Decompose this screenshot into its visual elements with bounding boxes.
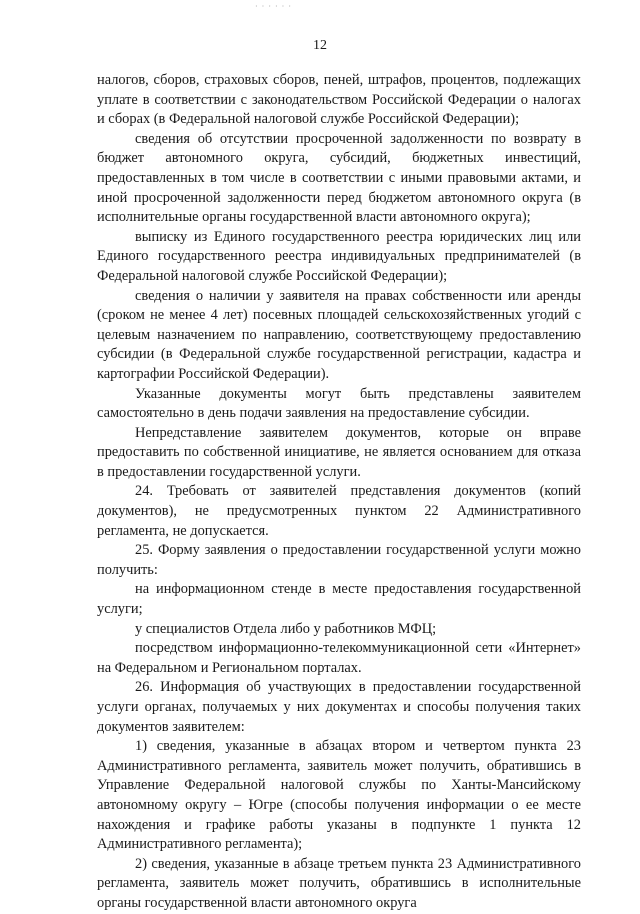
paragraph-taxes-continuation: налогов, сборов, страховых сборов, пеней, штрафов, процентов, подлежащих уплате в соответствии с законодательством Российской Федерации о налогах и сборах (в Федеральной налоговой службе Российской Федерации); xyxy=(97,72,581,128)
paragraph-egrul-extract: выписку из Единого государственного реестра юридических лиц или Единого государственного реестра индивидуальных предпринимателей (в Федеральной налоговой службе Российской Федерации); xyxy=(97,228,581,284)
paragraph-non-submission: Непредставление заявителем документов, которые он вправе предоставить по собственной инициативе, не является основанием для отказа в предоставлении государственной услуги. xyxy=(97,424,581,480)
paragraph-item-25: 25. Форму заявления о предоставлении государственной услуги можно получить: xyxy=(97,542,581,578)
paragraph-documents-submission: Указанные документы могут быть представлены заявителем самостоятельно в день подачи заявления на предоставление субсидии. xyxy=(97,385,581,422)
paragraph-info-stand: на информационном стенде в месте предоставления государственной услуги; xyxy=(97,581,581,618)
paragraph-subitem-1: 1) сведения, указанные в абзацах втором и четвертом пункта 23 Административного регламента, заявитель может получить, обратившись в Управление Федеральной налоговой службы по Ханты-Мансийскому автономному округу – Югре (способы получения информации о ее месте нахождения и графике работы указаны в подпункте 1 пункта 12 Административного регламента); xyxy=(97,738,581,853)
document-body xyxy=(97,71,581,914)
paragraph-internet-portals: посредством информационно-телекоммуникационной сети «Интернет» на Федеральном и Региональном порталах. xyxy=(97,640,581,676)
paragraph-no-debt-info: сведения об отсутствии просроченной задолженности по возврату в бюджет автономного округа, субсидий, бюджетных инвестиций, предоставленных в том числе в соответствии с иными правовыми актами, и иной просроченной задолженности перед бюджетом автономного округа (в исполнительные органы государственной власти автономного округа); xyxy=(97,130,581,226)
paragraph-land-ownership-info: сведения о наличии у заявителя на правах собственности или аренды (сроком не менее 4 лет) посевных площадей сельскохозяйственных угодий с целевым назначением по направлению, соответствующему предоставлению субсидии (в Федеральной службе государственной регистрации, кадастра и картографии Российской Федерации). xyxy=(97,287,581,382)
paragraph-specialists: у специалистов Отдела либо у работников МФЦ; xyxy=(135,620,437,637)
paragraph-item-24: 24. Требовать от заявителей представления документов (копий документов), не предусмотренных пунктом 22 Административного регламента, не допускается. xyxy=(97,483,581,539)
paragraph-subitem-2: 2) сведения, указанные в абзаце третьем пункта 23 Административного регламента, заявитель может получить, обратившись в исполнительные органы государственной власти автономного округа xyxy=(97,855,581,911)
paragraph-item-26: 26. Информация об участвующих в предоставлении государственной услуги органах, получаемых у них документах и способы получения таких документов заявителем: xyxy=(97,679,581,735)
page-number: 12 xyxy=(313,38,327,53)
scan-artifact-marks: · · · · · · xyxy=(255,2,292,11)
